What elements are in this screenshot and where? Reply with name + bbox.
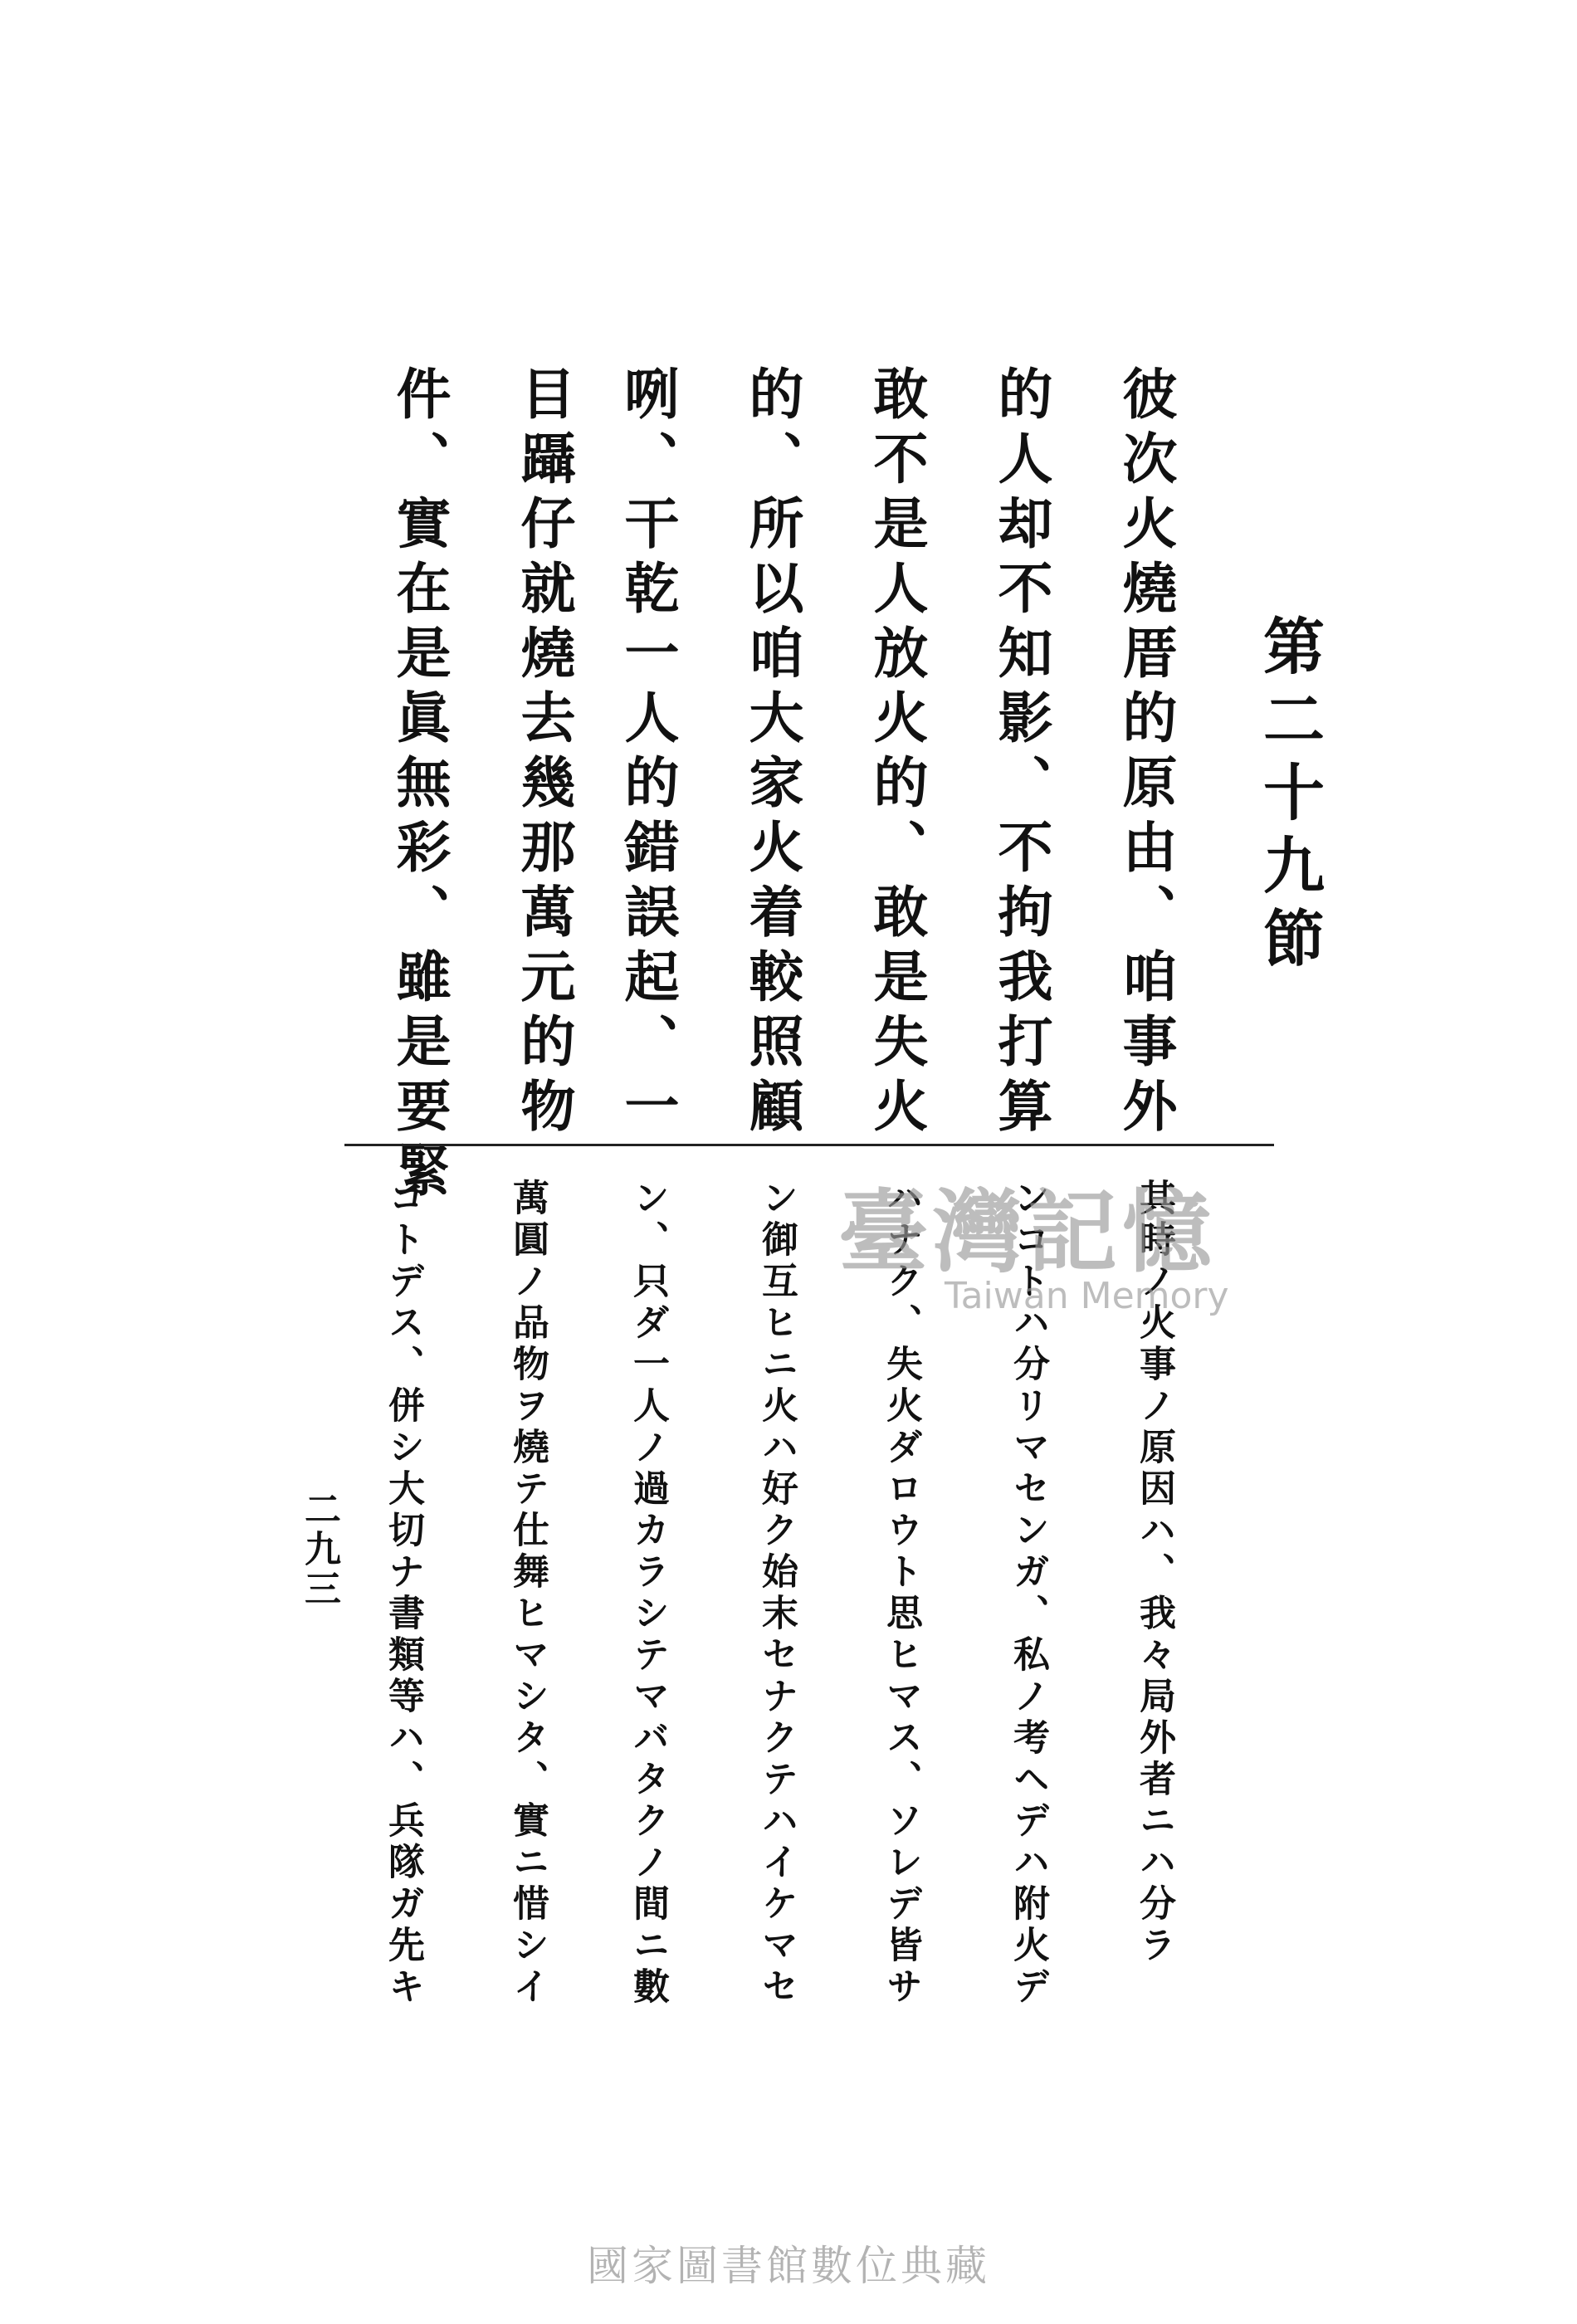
watermark-chinese: 臺灣記憶	[838, 1180, 1218, 1285]
translation-column: ンコトハ分リマセンガ、私ノ考ヘデハ附火デ	[1007, 1179, 1049, 2009]
translation-column: 其時ノ火事ノ原因ハ、我々局外者ニハ分ラ	[1133, 1179, 1175, 1967]
text-column: 目躡仔就燒去幾那萬元的物	[511, 365, 576, 1142]
translation-column: ン御互ヒニ火ハ好ク始末セナクテハイケマセ	[755, 1179, 798, 2009]
text-column: 咧、干乾一人的錯誤起、一	[615, 365, 680, 1142]
translation-column: ン、只ダ一人ノ過カラシテマバタクノ間ニ數	[627, 1179, 669, 2009]
footer-credit: 國家圖書館數位典藏	[587, 2242, 990, 2290]
watermark-english: Taiwan Memory	[945, 1275, 1229, 1317]
text-column: 敢不是人放火的、敢是失火	[864, 365, 929, 1142]
translation-column: ハナク、失火ダロウト思ヒマス、ソレデ皆サ	[880, 1179, 922, 2009]
page-number: 二九三	[298, 1490, 340, 1609]
section-title: 第二十九節	[1253, 614, 1325, 979]
section-divider	[344, 1144, 1274, 1146]
text-column: 彼次火燒厝的原由、咱事外	[1113, 365, 1178, 1142]
text-column: 件、實在是眞無彩、雖是要緊	[387, 365, 452, 1207]
translation-column: コトデス、併シ大切ナ書類等ハ、兵隊ガ先キ	[382, 1179, 424, 2009]
text-column: 的、所以咱大家火着較照顧	[740, 365, 804, 1142]
watermark-logo	[838, 1160, 1303, 1351]
text-column: 的人却不知影、不拘我打算	[989, 365, 1053, 1142]
translation-column: 萬圓ノ品物ヲ燒テ仕舞ヒマシタ、實ニ惜シイ	[506, 1179, 549, 2009]
